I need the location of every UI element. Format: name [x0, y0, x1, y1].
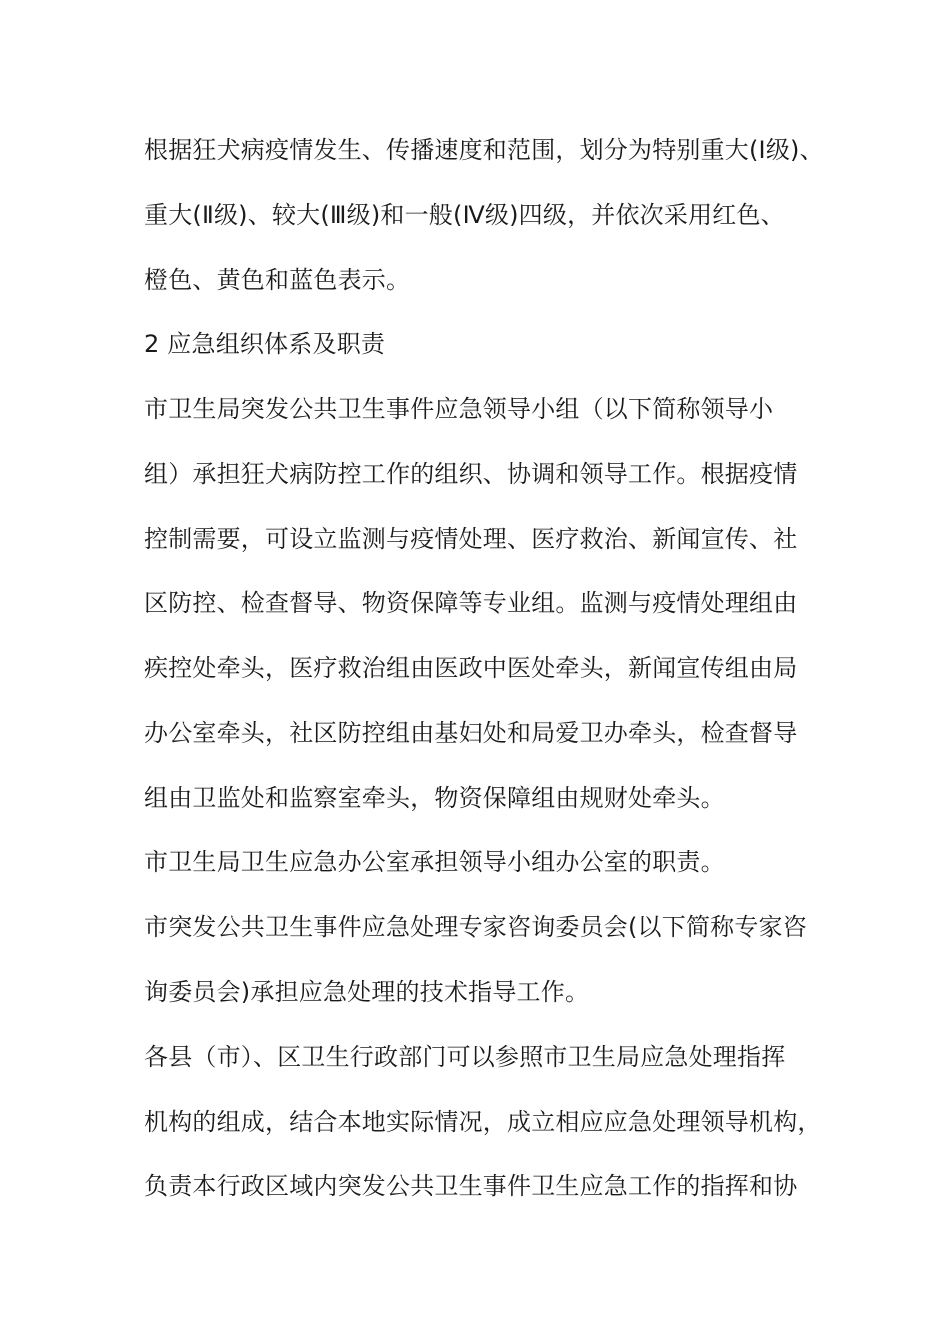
- text-line: 疾控处牵头，医疗救治组由医政中医处牵头，新闻宣传组由局: [144, 654, 798, 682]
- text-line: 负责本行政区域内突发公共卫生事件卫生应急工作的指挥和协: [144, 1172, 798, 1200]
- text-line: 橙色、黄色和蓝色表示。: [144, 266, 411, 294]
- text-line: 控制需要，可设立监测与疫情处理、医疗救治、新闻宣传、社: [144, 525, 798, 553]
- text-line: 市突发公共卫生事件应急处理专家咨询委员会(以下简称专家咨: [144, 913, 807, 941]
- text-line: 市卫生局突发公共卫生事件应急领导小组（以下简称领导小: [144, 395, 774, 423]
- text-line: 重大(Ⅱ级)、较大(Ⅲ级)和一般(Ⅳ级)四级，并依次采用红色、: [144, 201, 785, 229]
- text-line: 办公室牵头，社区防控组由基妇处和局爱卫办牵头，检查督导: [144, 719, 798, 747]
- text-line: 根据狂犬病疫情发生、传播速度和范围，划分为特别重大(Ⅰ级)、: [144, 136, 824, 164]
- text-line: 区防控、检查督导、物资保障等专业组。监测与疫情处理组由: [144, 589, 798, 617]
- text-line: 组）承担狂犬病防控工作的组织、协调和领导工作。根据疫情: [144, 460, 798, 488]
- text-line: 机构的组成，结合本地实际情况，成立相应应急处理领导机构，: [144, 1108, 822, 1136]
- text-line: 各县（市）、区卫生行政部门可以参照市卫生局应急处理指挥: [144, 1043, 786, 1071]
- text-line: 市卫生局卫生应急办公室承担领导小组办公室的职责。: [144, 848, 725, 876]
- text-line: 组由卫监处和监察室牵头，物资保障组由规财处牵头。: [144, 784, 725, 812]
- section-heading: 2 应急组织体系及职责: [144, 330, 386, 358]
- text-line: 询委员会)承担应急处理的技术指导工作。: [144, 978, 590, 1006]
